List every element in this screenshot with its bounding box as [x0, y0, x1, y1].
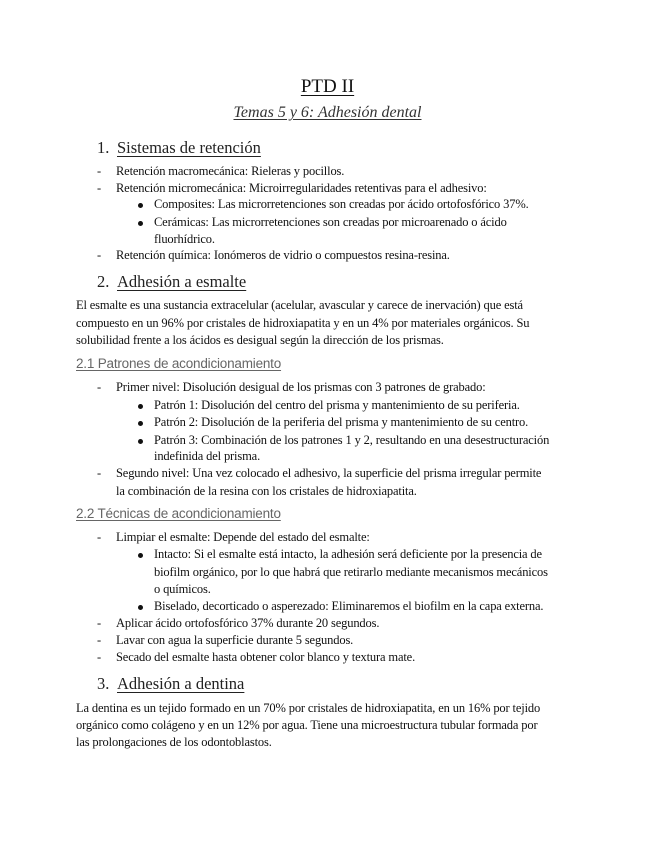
- sub-list-item-continuation: biofilm orgánico, por lo que habrá que retirarlo mediante mecanismos mecánicos: [154, 565, 548, 579]
- paragraph-line: solubilidad frente a los ácidos es desigual según la dirección de los prismas.: [76, 333, 444, 347]
- sub-list-item-continuation: fluorhídrico.: [154, 232, 215, 246]
- sub-list-item: Patrón 3: Combinación de los patrones 1 y 2, resultando en una desestructuración: [154, 433, 550, 447]
- sub-list-item: Biselado, decorticado o asperezado: Eliminaremos el biofilm en la capa externa.: [154, 599, 544, 613]
- sub-list-item: Patrón 2: Disolución de la periferia del prisma y mantenimiento de su centro.: [154, 415, 529, 429]
- subsection-2-1-heading: 2.1 Patrones de acondicionamiento: [76, 356, 282, 371]
- bullet-icon: [138, 421, 143, 426]
- subsection-2-2-heading: 2.2 Técnicas de acondicionamiento: [76, 506, 281, 521]
- paragraph-line: La dentina es un tejido formado en un 70% por cristales de hidroxiapatita, en un 16% por tejido: [76, 701, 541, 715]
- document-subtitle: Temas 5 y 6: Adhesión dental: [233, 104, 422, 121]
- bullet-icon: [138, 404, 143, 409]
- paragraph-line: compuesto en un 96% por cristales de hidroxiapatita y en un 4% por materiales orgánicos. Su: [76, 316, 530, 330]
- bullet-icon: [138, 553, 143, 558]
- sub-list-item: Composites: Las microrretenciones son creadas por ácido ortofosfórico 37%.: [154, 197, 529, 211]
- section-number: 1.: [97, 138, 110, 157]
- sub-list-item: Intacto: Si el esmalte está intacto, la adhesión será deficiente por la presencia de: [154, 547, 542, 561]
- sub-list-item-continuation: o químicos.: [154, 582, 211, 596]
- sub-list-item: Patrón 1: Disolución del centro del prisma y mantenimiento de su periferia.: [154, 398, 520, 412]
- bullet-icon: [138, 203, 143, 208]
- list-item-continuation: la combinación de la resina con los cristales de hidroxiapatita.: [116, 484, 417, 498]
- bullet-icon: [138, 221, 143, 226]
- section-3-heading: [97, 674, 244, 694]
- sub-list-item: Cerámicas: Las microrretenciones son creadas por microarenado o ácido: [154, 215, 507, 229]
- document-page: PTD II Temas 5 y 6: Adhesión dental 1. Sistemas de retención - Retención macromecánica: Rieleras y pocillos. - Retención micromecánica: Microirregularidades retentivas para el adhesivo: Composites: Las microrretenciones son creadas por ácido ortofosfórico 37%. Cerámicas: Las microrretenciones son creadas por microarenado o ácido fluorhídrico. - Retención química: Ionómeros de vidrio o compuestos resina-resina. 2. Adhesión a esmalte El esmalte es una sustancia extracelular (acelular, avascular y carece de inervación) que está compuesto en un 96% por cristales de hidroxiapatita y en un 4% por materiales orgánicos. Su solubilidad frente a los ácidos es desigual según la dirección de los prismas. 2.1 Patrones de acondicionamiento - Primer nivel: Disolución desigual de los prismas con 3 patrones de grabado: Patrón 1: Disolución del centro del prisma y mantenimiento de su periferia. Patrón 2: Disolución de la periferia del prisma y mantenimiento de su centro. Patrón 3: Combinación de los patrones 1 y 2, resultando en una desestructuración indefinida del prisma. - Segundo nivel: Una vez colocado el adhesivo, la superficie del prisma irregular permite la combinación de la resina con los cristales de hidroxiapatita. 2.2 Técnicas de acondicionamiento - Limpiar el esmalte: Depende del estado del esmalte: Intacto: Si el esmalte está intacto, la adhesión será deficiente por la presencia de biofilm orgánico, por lo que habrá que retirarlo mediante mecanismos mecánicos o químicos. Biselado, decorticado o asperezado: Eliminaremos el biofilm en la capa externa. - Aplicar ácido ortofosfórico 37% durante 20 segundos. - Lavar con agua la superficie durante 5 segundos. - Secado del esmalte hasta obtener color blanco y textura mate. 3. Adhesión a dentina La dentina es un tejido formado en un 70% por cristales de hidroxiapatita, en un 16% por tejido orgánico como colágeno y en un 12% por agua. Tiene una microestructura tubular formada por las prolongaciones de los odontoblastos.: [0, 0, 655, 848]
- section-number: 3.: [97, 674, 110, 693]
- paragraph-line: las prolongaciones de los odontoblastos.: [76, 735, 272, 749]
- section-number: 2.: [97, 272, 110, 291]
- bullet-icon: [138, 605, 143, 610]
- paragraph-line: El esmalte es una sustancia extracelular (acelular, avascular y carece de inervación) que está: [76, 298, 523, 312]
- document-title: PTD II: [300, 76, 355, 97]
- section-1-heading: [97, 138, 261, 158]
- bullet-icon: [138, 439, 143, 444]
- paragraph-line: orgánico como colágeno y en un 12% por agua. Tiene una microestructura tubular formada por: [76, 718, 538, 732]
- section-2-heading: [97, 272, 246, 292]
- section-title: Sistemas de retención: [117, 138, 261, 157]
- section-title: Adhesión a esmalte: [117, 272, 247, 291]
- sub-list-item-continuation: indefinida del prisma.: [154, 449, 261, 463]
- section-title: Adhesión a dentina: [117, 674, 245, 693]
